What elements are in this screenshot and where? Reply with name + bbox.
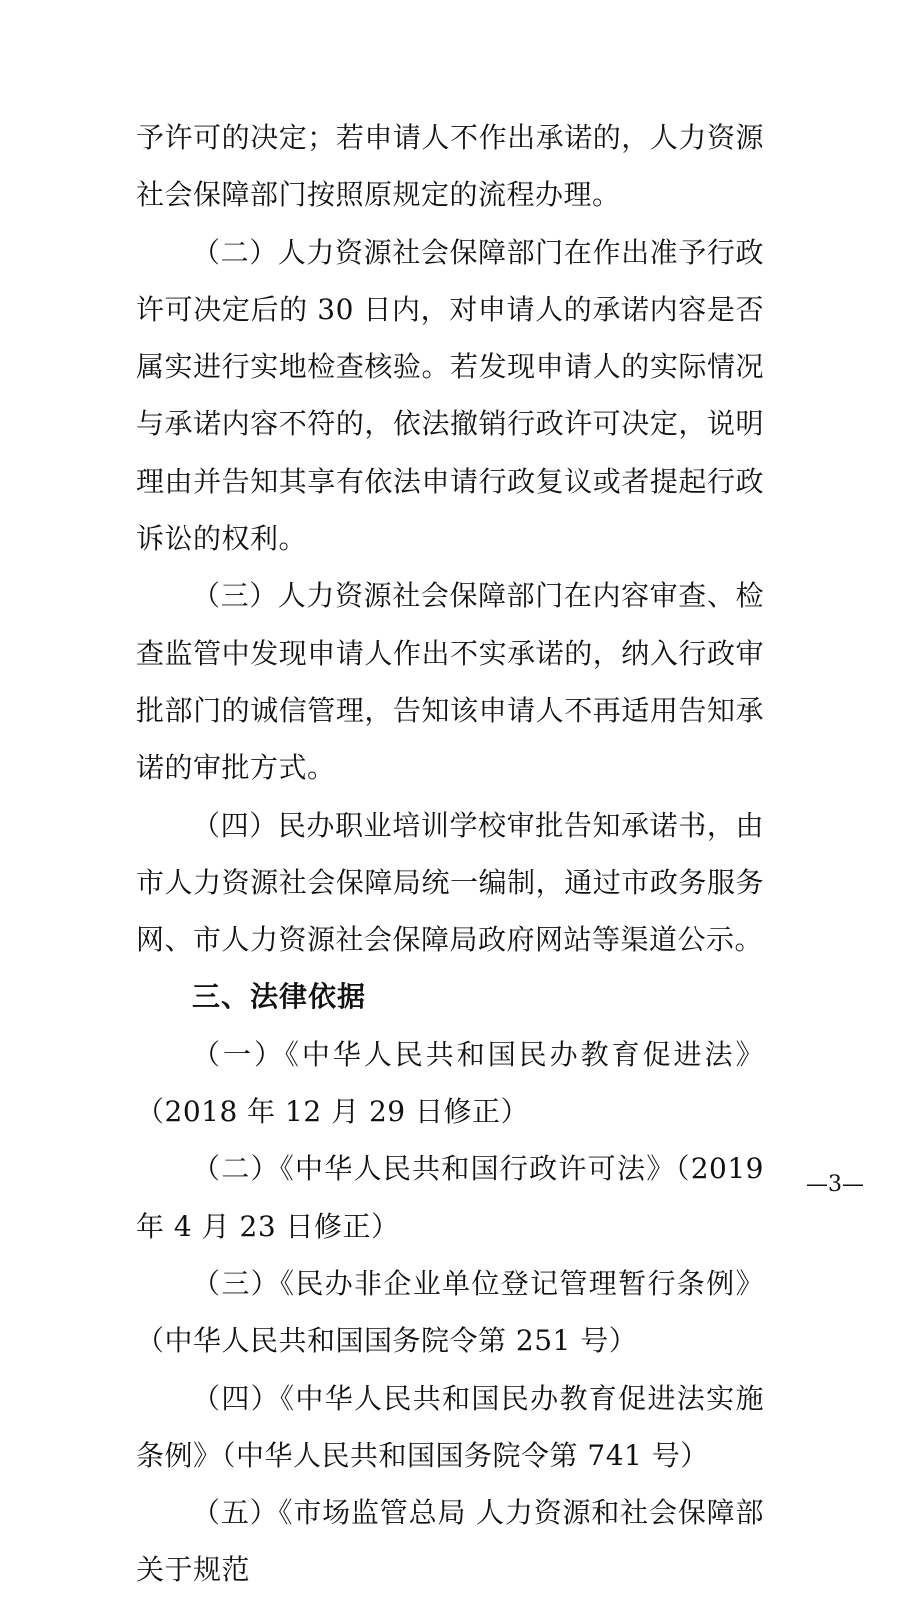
paragraph-item-3: （三）人力资源社会保障部门在内容审查、检查监管中发现申请人作出不实承诺的，纳入行政审批部门的诚信管理，告知该申请人不再适用告知承诺的审批方式。 <box>136 579 764 785</box>
legal-basis-item-2: （二）《中华人民共和国行政许可法》（2019 年 4 月 23 日修正） <box>136 1152 764 1243</box>
legal-basis-item-4: （四）《中华人民共和国民办教育促进法实施条例》（中华人民共和国国务院令第 741 号） <box>136 1381 764 1472</box>
document-body <box>136 109 764 1599</box>
paragraph-item-4: （四）民办职业培训学校审批告知承诺书，由市人力资源社会保障局统一编制，通过市政务服务网、市人力资源社会保障局政府网站等渠道公示。 <box>136 808 764 957</box>
paragraph-continuation: 予许可的决定；若申请人不作出承诺的，人力资源社会保障部门按照原规定的流程办理。 <box>136 121 764 212</box>
legal-basis-item-5: （五）《市场监管总局 人力资源和社会保障部关于规范 <box>136 1496 764 1587</box>
paragraph-item-2: （二）人力资源社会保障部门在作出准予行政许可决定后的 30 日内，对申请人的承诺内容是否属实进行实地检查核验。若发现申请人的实际情况与承诺内容不符的，依法撤销行政许可决定，说明理由并告知其享有依法申请行政复议或者提起行政诉讼的权利。 <box>136 235 764 556</box>
section-heading-legal-basis: 三、法律依据 <box>192 980 367 1014</box>
page-number-text: —3— <box>806 1172 864 1197</box>
legal-basis-item-3: （三）《民办非企业单位登记管理暂行条例》（中华人民共和国国务院令第 251 号） <box>136 1266 764 1358</box>
legal-basis-item-1: （一）《中华人民共和国民办教育促进法》（2018 年 12 月 29 日修正） <box>136 1037 764 1129</box>
page-number <box>0 1172 900 1197</box>
